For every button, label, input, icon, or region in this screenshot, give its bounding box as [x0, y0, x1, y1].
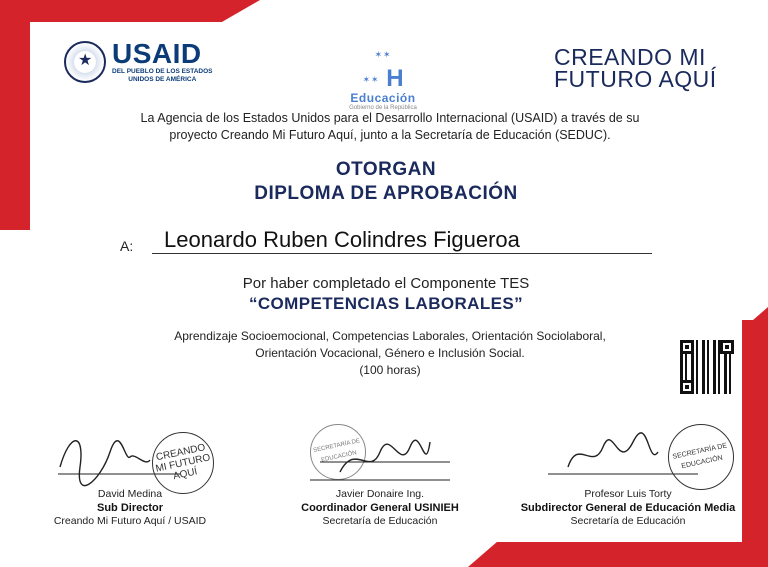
recipient-name: Leonardo Ruben Colindres Figueroa — [164, 227, 520, 252]
stamp-1: CREANDO MI FUTURO AQUÍ — [152, 432, 214, 494]
signer-role-1: Sub Director — [96, 502, 163, 514]
signer-name-1: David Medina — [97, 488, 163, 500]
course-details — [120, 328, 660, 379]
intro-text — [80, 110, 700, 144]
edu-mark: H — [386, 64, 404, 92]
intro-line-2: proyecto Creando Mi Futuro Aquí, junto a la Secretaría de Educación (SEDUC). — [169, 128, 611, 142]
component-name: “COMPETENCIAS LABORALES” — [248, 294, 524, 313]
signer-org-1: Creando Mi Futuro Aquí / USAID — [53, 515, 207, 527]
intro-line-1: La Agencia de los Estados Unidos para el Desarrollo Internacional (USAID) a través de su — [140, 111, 640, 125]
recipient-underline — [152, 253, 652, 254]
usaid-tagline-2: UNIDOS DE AMÉRICA — [128, 76, 197, 83]
signer-org-2: Secretaría de Educación — [322, 515, 438, 527]
signature-block-1 — [30, 422, 230, 528]
details-hours: (100 horas) — [359, 363, 421, 377]
educacion-logo: ✶✶ ✶✶ H Educación Gobierno de la República — [338, 42, 428, 111]
usaid-seal-icon — [64, 41, 106, 83]
signer-org-3: Secretaría de Educación — [570, 515, 686, 527]
usaid-name-a: US — [112, 38, 152, 69]
diploma-body — [30, 22, 742, 542]
stamp-3: SECRETARÍA DE EDUCACIÓN — [668, 424, 734, 490]
signature-block-3 — [508, 422, 748, 528]
edu-gob: Gobierno de la República — [349, 105, 417, 112]
usaid-name-b: AID — [151, 38, 202, 69]
heading-line-1: OTORGAN — [335, 159, 437, 180]
creando-mi-futuro-logo — [554, 46, 717, 90]
signature-scribble-2 — [280, 422, 480, 488]
diploma-heading — [30, 158, 742, 206]
stamp-2: SECRETARÍA DE EDUCACIÓN — [310, 424, 366, 480]
completion-text: Por haber completado el Componente TES — [242, 275, 530, 292]
cmfa-line-2: FUTURO AQUÍ — [554, 66, 717, 92]
details-line-1: Aprendizaje Socioemocional, Competencias Laborales, Orientación Sociolaboral, — [174, 329, 606, 343]
heading-line-2: DIPLOMA DE APROBACIÓN — [254, 183, 518, 204]
edu-word: Educación — [350, 91, 416, 106]
qr-code-icon — [678, 338, 736, 396]
signer-name-2: Javier Donaire Ing. — [335, 488, 425, 500]
signer-role-2: Coordinador General USINIEH — [301, 502, 459, 514]
usaid-logo — [64, 40, 213, 84]
cmfa-line-1: CREANDO MI — [554, 44, 706, 70]
frame-bar-left — [0, 0, 30, 230]
usaid-tagline-1: DEL PUEBLO DE LOS ESTADOS — [112, 68, 213, 75]
recipient-label: A: — [120, 238, 134, 254]
details-line-2: Orientación Vocacional, Género e Inclusión Social. — [255, 346, 525, 360]
signer-role-3: Subdirector General de Educación Media — [520, 502, 736, 514]
signature-block-2 — [280, 422, 480, 528]
signer-name-3: Profesor Luis Torty — [584, 488, 672, 500]
